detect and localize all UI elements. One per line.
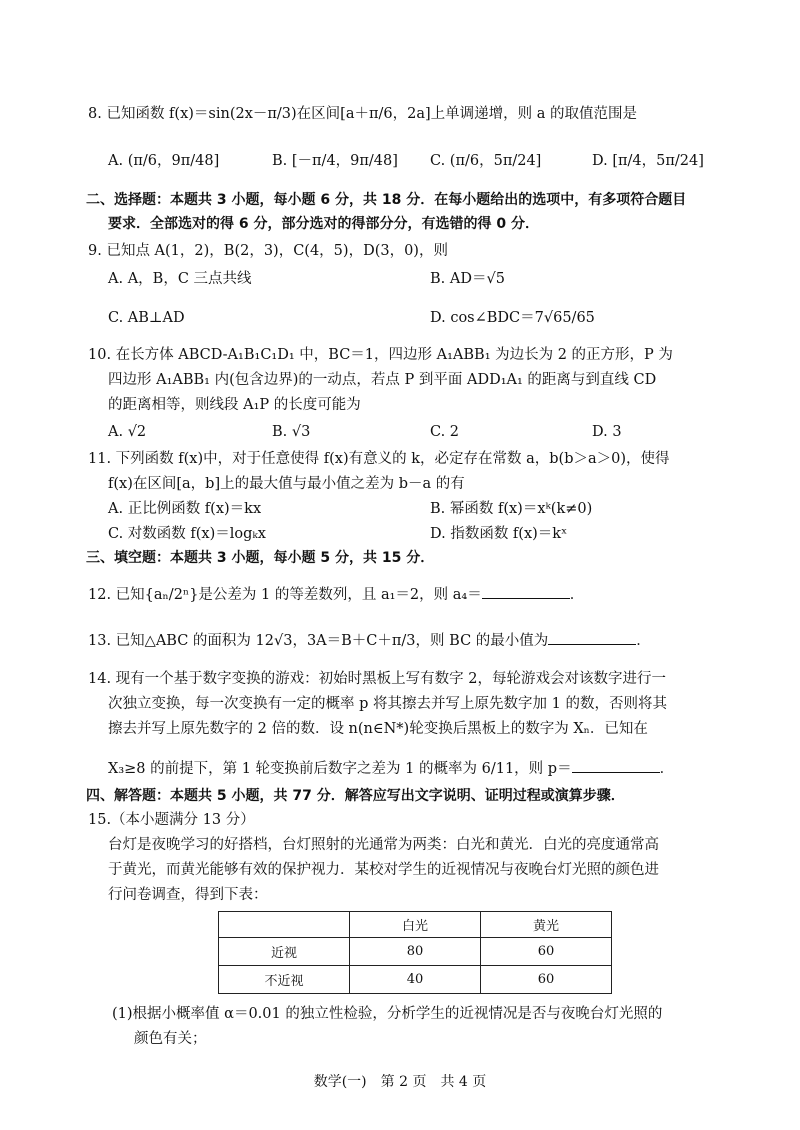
question-10-line-1: 10. 在长方体 ABCD-A₁B₁C₁D₁ 中，BC＝1，四边形 A₁ABB₁ 为边长为 2 的正方形，P 为 bbox=[88, 347, 673, 363]
q10-option-a: A. √2 bbox=[108, 424, 147, 440]
question-8-stem: 8. 已知函数 f(x)＝sin(2x－π/3)在区间[a＋π/6，2a]上单调递增，则 a 的取值范围是 bbox=[88, 106, 638, 122]
section-4-heading: 四、解答题：本题共 5 小题，共 77 分．解答应写出文字说明、证明过程或演算步骤． bbox=[86, 788, 625, 804]
table-row bbox=[219, 938, 612, 966]
q8-option-b: B. [－π/4，9π/48] bbox=[272, 153, 398, 169]
question-9-stem: 9. 已知点 A(1，2)，B(2，3)，C(4，5)，D(3，0)，则 bbox=[88, 243, 448, 259]
survey-table bbox=[218, 911, 612, 994]
table-cell: 近视 bbox=[219, 938, 350, 966]
question-13 bbox=[88, 630, 651, 652]
q14-end: ． bbox=[659, 761, 675, 777]
table-header-cell: 白光 bbox=[350, 912, 481, 938]
q10-option-c: C. 2 bbox=[430, 424, 460, 440]
q14-answer-blank bbox=[572, 758, 660, 773]
question-11-line-2: f(x)在区间[a，b]上的最大值与最小值之差为 b－a 的有 bbox=[108, 476, 465, 492]
q9-option-d: D. cos∠BDC＝7√65/65 bbox=[430, 310, 595, 326]
table-row bbox=[219, 966, 612, 994]
q13-text: 13. 已知△ABC 的面积为 12√3，3A＝B＋C＋π/3，则 BC 的最小值为 bbox=[88, 633, 549, 649]
q11-option-a: A. 正比例函数 f(x)＝kx bbox=[108, 501, 262, 517]
q10-option-d: D. 3 bbox=[592, 424, 622, 440]
section-3-heading: 三、填空题：本题共 3 小题，每小题 5 分，共 15 分． bbox=[86, 550, 435, 566]
table-cell: 40 bbox=[350, 966, 481, 994]
question-15-part-1-line-2: 颜色有关； bbox=[134, 1031, 207, 1047]
question-14-line-2: 次独立变换，每一次变换有一定的概率 p 将其擦去并写上原先数字加 1 的数，否则将其 bbox=[108, 696, 667, 712]
q11-option-d: D. 指数函数 f(x)＝kˣ bbox=[430, 526, 568, 542]
question-14-line-4 bbox=[108, 758, 674, 780]
question-10-line-2: 四边形 A₁ABB₁ 内(包含边界)的一动点，若点 P 到平面 ADD₁A₁ 的距离与到直线 CD bbox=[108, 372, 657, 388]
q8-option-c: C. (π/6，5π/24] bbox=[430, 153, 542, 169]
page-footer: 数学(一) 第 2 页 共 4 页 bbox=[313, 1074, 487, 1090]
q13-answer-blank bbox=[548, 630, 636, 645]
question-15-line-2: 于黄光，而黄光能够有效的保护视力．某校对学生的近视情况与夜晚台灯光照的颜色进 bbox=[108, 862, 659, 878]
q9-option-a: A. A，B，C 三点共线 bbox=[108, 271, 252, 287]
q8-option-a: A. (π/6，9π/48] bbox=[108, 153, 220, 169]
question-14-line-3: 擦去并写上原先数字的 2 倍的数．设 n(n∈N*)轮变换后黑板上的数字为 Xₙ．已知在 bbox=[108, 721, 648, 737]
q12-text: 12. 已知{aₙ/2ⁿ}是公差为 1 的等差数列，且 a₁＝2，则 a₄＝ bbox=[88, 587, 482, 603]
table-header-cell bbox=[219, 912, 350, 938]
q8-option-d: D. [π/4，5π/24] bbox=[592, 153, 704, 169]
table-cell: 80 bbox=[350, 938, 481, 966]
q11-option-b: B. 幂函数 f(x)＝xᵏ(k≠0) bbox=[430, 501, 593, 517]
q12-end: ． bbox=[569, 587, 585, 603]
q12-answer-blank bbox=[482, 584, 570, 599]
section-2-heading: 二、选择题：本题共 3 小题，每小题 6 分，共 18 分．在每小题给出的选项中，有多项符合题目 bbox=[86, 192, 687, 208]
table-header-cell: 黄光 bbox=[481, 912, 612, 938]
q13-end: ． bbox=[636, 633, 651, 649]
question-11-line-1: 11. 下列函数 f(x)中，对于任意使得 f(x)有意义的 k，必定存在常数 a，b(b＞a＞0)，使得 bbox=[88, 451, 670, 467]
question-15-line-1: 台灯是夜晚学习的好搭档，台灯照射的光通常为两类：白光和黄光．白光的亮度通常高 bbox=[108, 837, 659, 853]
q11-option-c: C. 对数函数 f(x)＝logₖx bbox=[108, 526, 266, 542]
question-12 bbox=[88, 584, 584, 606]
question-15-part-1-line-1: (1)根据小概率值 α＝0.01 的独立性检验，分析学生的近视情况是否与夜晚台灯光照的 bbox=[112, 1006, 663, 1022]
table-cell: 60 bbox=[481, 966, 612, 994]
table-cell: 60 bbox=[481, 938, 612, 966]
q14-text: X₃≥8 的前提下，第 1 轮变换前后数字之差为 1 的概率为 6/11，则 p＝ bbox=[108, 761, 572, 777]
q10-option-b: B. √3 bbox=[272, 424, 311, 440]
question-15-line-3: 行问卷调查，得到下表： bbox=[108, 887, 268, 903]
question-15-title: 15.（本小题满分 13 分） bbox=[88, 812, 255, 828]
table-cell: 不近视 bbox=[219, 966, 350, 994]
question-14-line-1: 14. 现有一个基于数字变换的游戏：初始时黑板上写有数字 2，每轮游戏会对该数字进行一 bbox=[88, 671, 666, 687]
table-header-row bbox=[219, 912, 612, 938]
section-2-heading-cont: 要求．全部选对的得 6 分，部分选对的得部分分，有选错的得 0 分． bbox=[108, 216, 539, 232]
q9-option-b: B. AD＝√5 bbox=[430, 271, 505, 287]
q9-option-c: C. AB⊥AD bbox=[108, 310, 185, 326]
question-10-line-3: 的距离相等，则线段 A₁P 的长度可能为 bbox=[108, 397, 361, 413]
